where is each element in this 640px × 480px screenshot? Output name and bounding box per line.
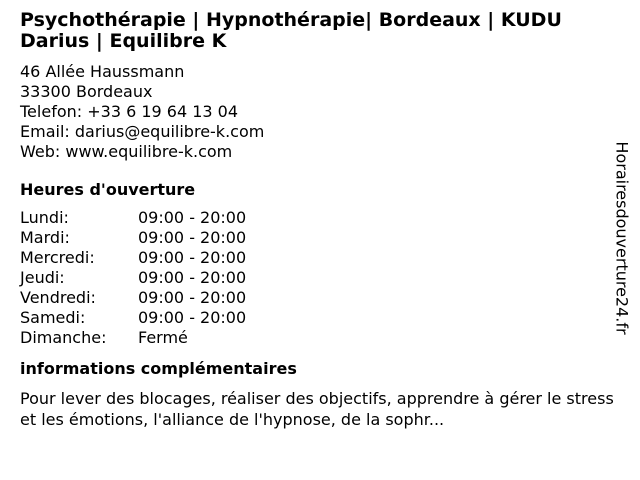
day-label: Lundi: <box>20 208 69 227</box>
day-label: Mardi: <box>20 228 70 247</box>
day-hours: 09:00 - 20:00 <box>138 268 247 287</box>
hours-row-tuesday <box>20 228 615 248</box>
address-street: 46 Allée Haussmann <box>20 62 185 81</box>
day-label: Jeudi: <box>20 268 65 287</box>
address-city: 33300 Bordeaux <box>20 82 153 101</box>
day-hours: 09:00 - 20:00 <box>138 228 247 247</box>
hours-table <box>20 208 615 348</box>
day-label: Vendredi: <box>20 288 96 307</box>
hours-row-thursday <box>20 268 615 288</box>
site-watermark: Horairesdouverture24.fr <box>612 141 632 335</box>
hours-row-wednesday <box>20 248 615 268</box>
contact-block <box>20 62 615 162</box>
hours-row-saturday <box>20 308 615 328</box>
phone-number: Telefon: +33 6 19 64 13 04 <box>20 102 239 121</box>
day-label: Dimanche: <box>20 328 107 347</box>
business-title: Psychothérapie | Hypnothérapie| Bordeaux | KUDU Darius | Equilibre K <box>20 9 562 52</box>
day-hours: 09:00 - 20:00 <box>138 248 247 267</box>
hours-row-monday <box>20 208 615 228</box>
hours-row-friday <box>20 288 615 308</box>
website-link: Web: www.equilibre-k.com <box>20 142 233 161</box>
business-card <box>20 10 615 430</box>
info-description: Pour lever des blocages, réaliser des objectifs, apprendre à gérer le stress et les émotions, l'alliance de l'hypnose, de la sophr... <box>20 389 614 429</box>
day-label: Samedi: <box>20 308 86 327</box>
day-label: Mercredi: <box>20 248 95 267</box>
day-hours: Fermé <box>138 328 188 347</box>
hours-row-sunday <box>20 328 615 348</box>
day-hours: 09:00 - 20:00 <box>138 308 247 327</box>
day-hours: 09:00 - 20:00 <box>138 208 247 227</box>
info-heading: informations complémentaires <box>20 359 297 378</box>
email-address: Email: darius@equilibre-k.com <box>20 122 265 141</box>
day-hours: 09:00 - 20:00 <box>138 288 247 307</box>
hours-heading: Heures d'ouverture <box>20 180 196 199</box>
